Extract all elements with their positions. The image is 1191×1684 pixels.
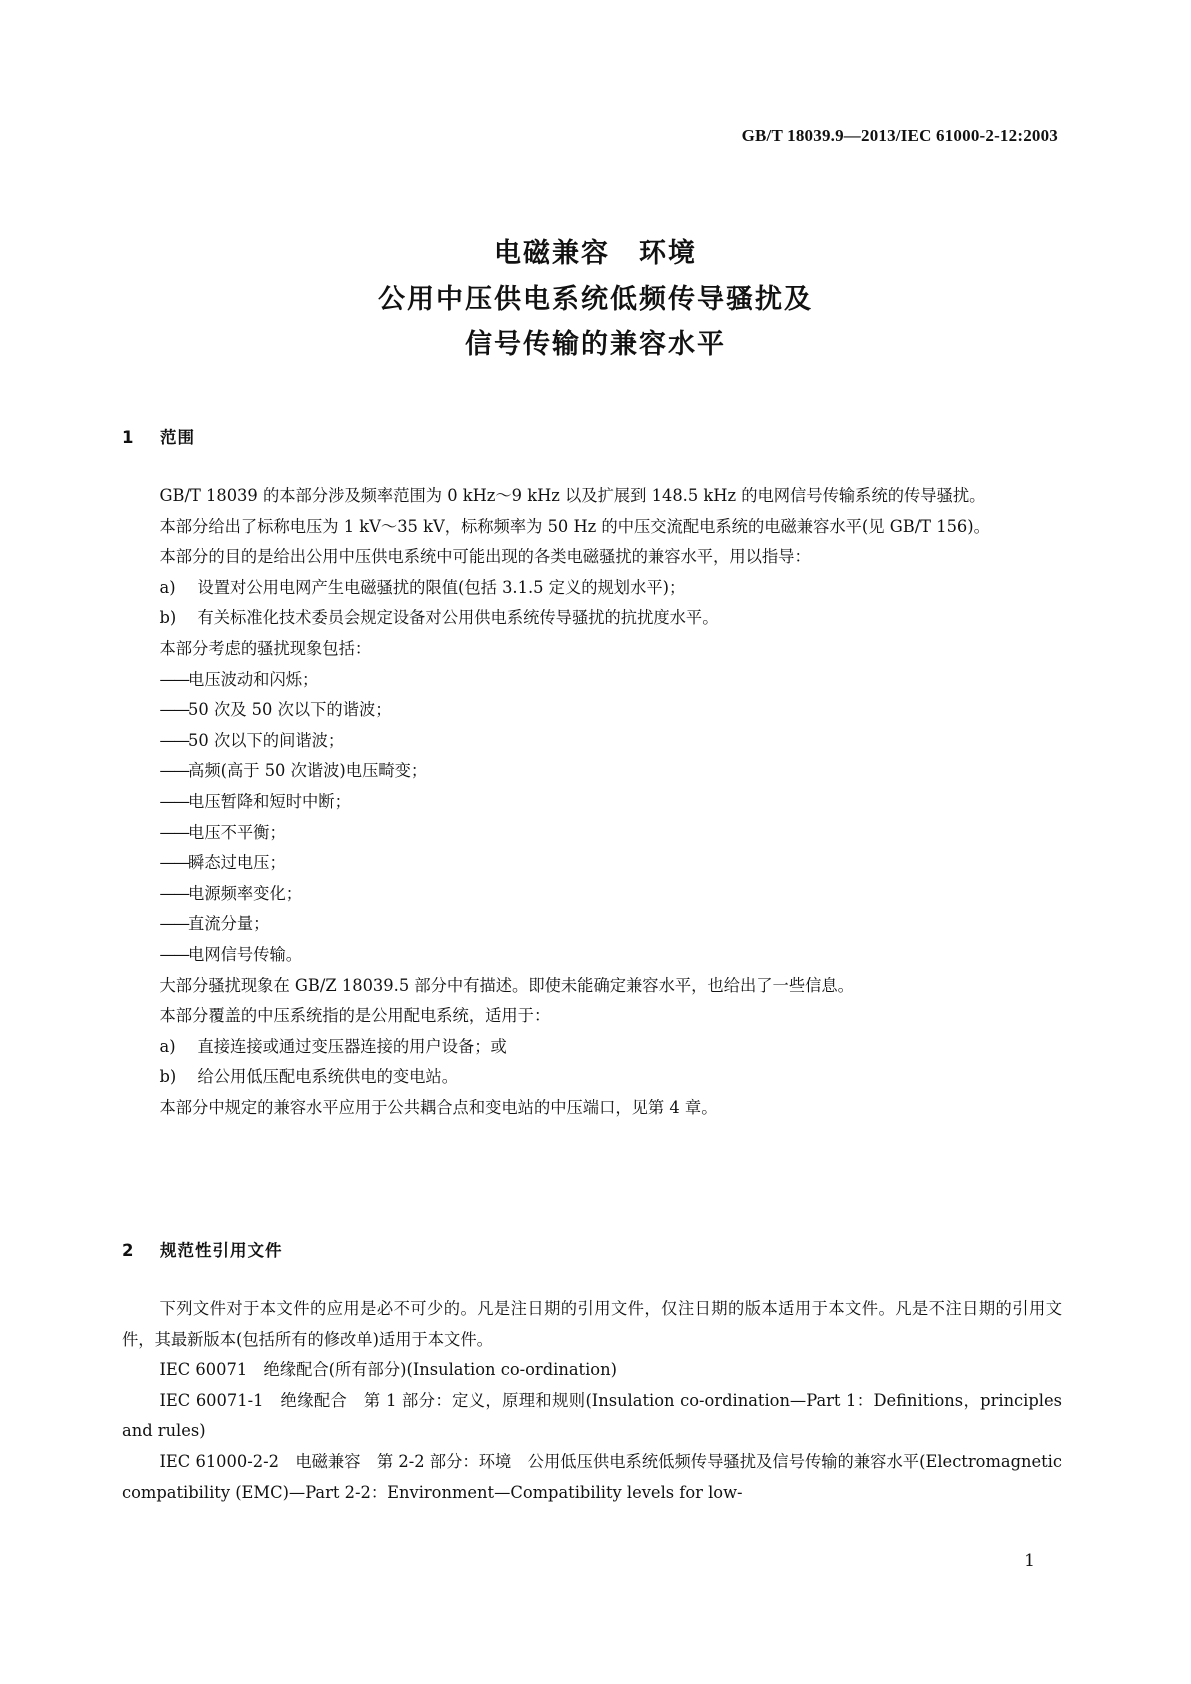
section-1-title: 范围 [160, 428, 195, 447]
reference-item: IEC 60071-1 绝缘配合 第 1 部分：定义，原理和规则(Insulation co-ordination—Part 1：Definitions，principles and rules) [122, 1390, 1062, 1441]
section-2-title: 规范性引用文件 [160, 1241, 283, 1260]
dash-list-item: ——电网信号传输。 [159, 944, 303, 964]
paragraph: 本部分给出了标称电压为 1 kV～35 kV，标称频率为 50 Hz 的中压交流配电系统的电磁兼容水平(见 GB/T 156)。 [159, 516, 990, 536]
dash-list-item: ——直流分量； [159, 914, 270, 934]
reference-item: IEC 60071 绝缘配合(所有部分)(Insulation co-ordination) [159, 1360, 617, 1380]
dash-list-item: ——电压暂降和短时中断； [159, 791, 351, 811]
dash-list-item: ——瞬态过电压； [159, 853, 286, 873]
paragraph: 本部分中规定的兼容水平应用于公共耦合点和变电站的中压端口，见第 4 章。 [159, 1097, 718, 1117]
section-2-number: 2 [122, 1241, 135, 1260]
dash-list-item: ——高频(高于 50 次谐波)电压畸变； [159, 761, 428, 781]
dash-list-item: ——电源频率变化； [159, 883, 303, 903]
paragraph: GB/T 18039 的本部分涉及频率范围为 0 kHz～9 kHz 以及扩展到 148.5 kHz 的电网信号传输系统的传导骚扰。 [159, 486, 986, 505]
section-1-number: 1 [122, 428, 135, 447]
paragraph: 本部分考虑的骚扰现象包括： [159, 638, 372, 658]
section-1-body [122, 481, 1062, 1123]
paragraph: 大部分骚扰现象在 GB/Z 18039.5 部分中有描述。即使未能确定兼容水平，也给出了一些信息。 [159, 975, 854, 995]
section-2-body [122, 1294, 1062, 1508]
title-line-2: 公用中压供电系统低频传导骚扰及 [378, 284, 813, 315]
list-item: b) 给公用低压配电系统供电的变电站。 [159, 1067, 458, 1087]
list-item: a) 直接连接或通过变压器连接的用户设备；或 [159, 1036, 507, 1056]
section-2-heading [122, 1237, 283, 1261]
reference-item: IEC 61000-2-2 电磁兼容 第 2-2 部分：环境 公用低压供电系统低频传导骚扰及信号传输的兼容水平(Electromagnetic compatibility (EMC)—Part 2-2：Environment—Compatibility levels for low- [122, 1451, 1062, 1502]
dash-list-item: ——电压不平衡； [159, 822, 286, 842]
page-number: 1 [1024, 1551, 1035, 1571]
title-line-3: 信号传输的兼容水平 [465, 329, 726, 360]
paragraph: 下列文件对于本文件的应用是必不可少的。凡是注日期的引用文件，仅注日期的版本适用于本文件。凡是不注日期的引用文件，其最新版本(包括所有的修改单)适用于本文件。 [122, 1299, 1062, 1349]
title-line-1: 电磁兼容 环境 [494, 238, 697, 269]
list-item: a) 设置对公用电网产生电磁骚扰的限值(包括 3.1.5 定义的规划水平)； [159, 577, 686, 597]
section-1-heading [122, 424, 195, 448]
dash-list-item: ——电压波动和闪烁； [159, 669, 319, 689]
dash-list-item: ——50 次及 50 次以下的谐波； [159, 700, 392, 720]
standard-code: GB/T 18039.9—2013/IEC 61000-2-12:2003 [741, 126, 1058, 145]
paragraph: 本部分覆盖的中压系统指的是公用配电系统，适用于： [159, 1006, 551, 1026]
dash-list-item: ——50 次以下的间谐波； [159, 730, 345, 750]
list-item: b) 有关标准化技术委员会规定设备对公用供电系统传导骚扰的抗扰度水平。 [159, 608, 719, 628]
paragraph: 本部分的目的是给出公用中压供电系统中可能出现的各类电磁骚扰的兼容水平，用以指导： [159, 547, 811, 567]
